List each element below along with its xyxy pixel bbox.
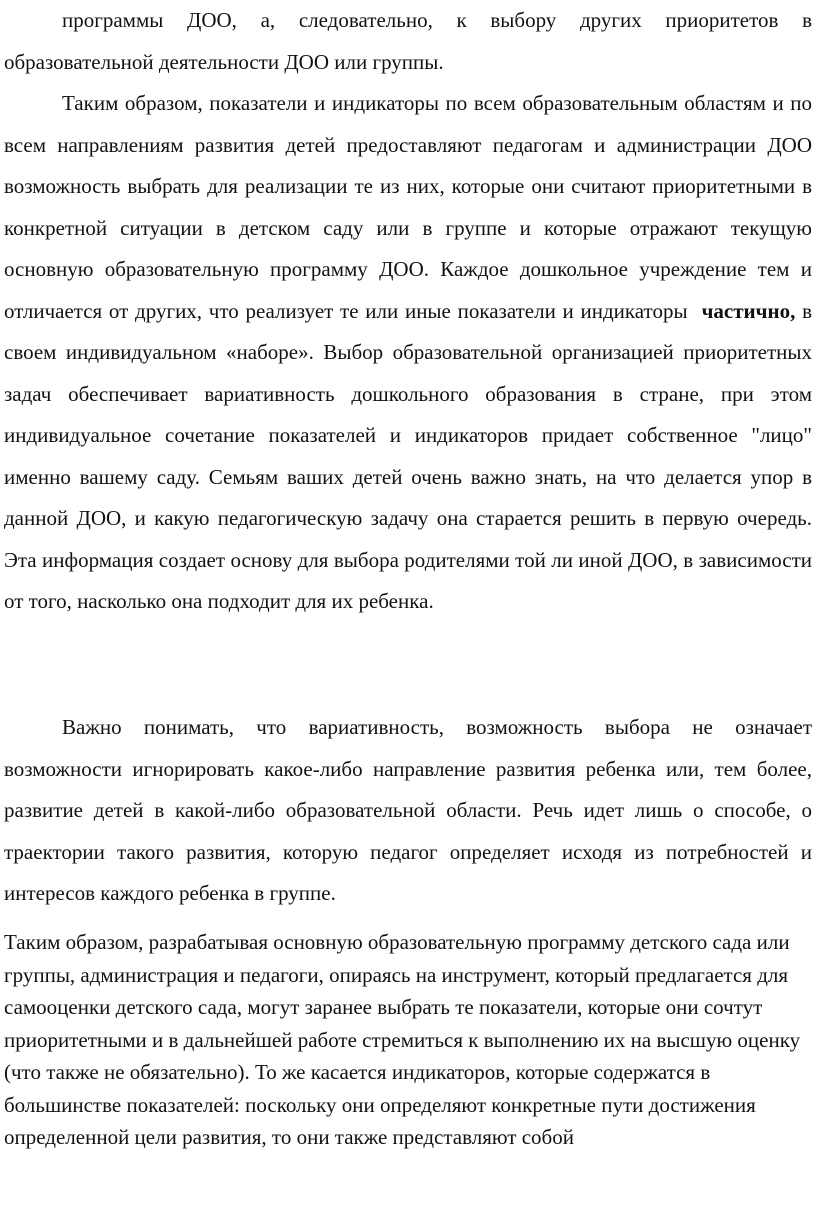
paragraph-continuation: программы ДОО, а, следовательно, к выбору других приоритетов в образовательной деятельности ДОО или группы. [4,8,812,74]
paragraph-indicators-choice [4,83,812,623]
paragraph-program-development: Таким образом, разрабатывая основную образовательную программу детского сада или группы, администрация и педагоги, опираясь на инструмент, который предлагается для самооценки детского сада, могут заранее выбрать те показатели, которые они сочтут приоритетными и в дальнейшей работе стремиться к выполнению их на высшую оценку (что также не обязательно). То же касается индикаторов, которые содержатся в большинстве показателей: поскольку они определяют конкретные пути достижения определенной цели развития, то они также представляют собой [4,930,801,1149]
paragraph-text-after-bold: в своем индивидуальном «наборе». Выбор образовательной организацией приоритетных задач обеспечивает вариативность дошкольного образования в стране, при этом индивидуальное сочетание показателей и индикаторов придает собственное "лицо" именно вашему саду. Семьям ваших детей очень важно знать, на что делается упор в данной ДОО, и какую педагогическую задачу она старается решить в первую очередь. Эта информация создает основу для выбора родителями той ли иной ДОО, в зависимости от того, насколько она подходит для их ребенка. [4,298,812,613]
bold-word-partially: частично, [701,298,796,323]
paragraph-variability: Важно понимать, что вариативность, возможность выбора не означает возможности игнорировать какое-либо направление развития ребенка или, тем более, развитие детей в какой-либо образовательной области. Речь идет лишь о способе, о траектории такого развития, которую педагог определяет исходя из потребностей и интересов каждого ребенка в группе. [4,715,812,905]
paragraph-text-before-bold: Таким образом, показатели и индикаторы по всем образовательным областям и по всем направлениям развития детей предоставляют педагогам и администрации ДОО возможность выбрать для реализации те из них, которые они считают приоритетными в конкретной ситуации в детском саду или в группе и которые отражают текущую основную образовательную программу ДОО. Каждое дошкольное учреждение тем и отличается от других, что реализует те или иные показатели и индикаторы [4,91,812,323]
